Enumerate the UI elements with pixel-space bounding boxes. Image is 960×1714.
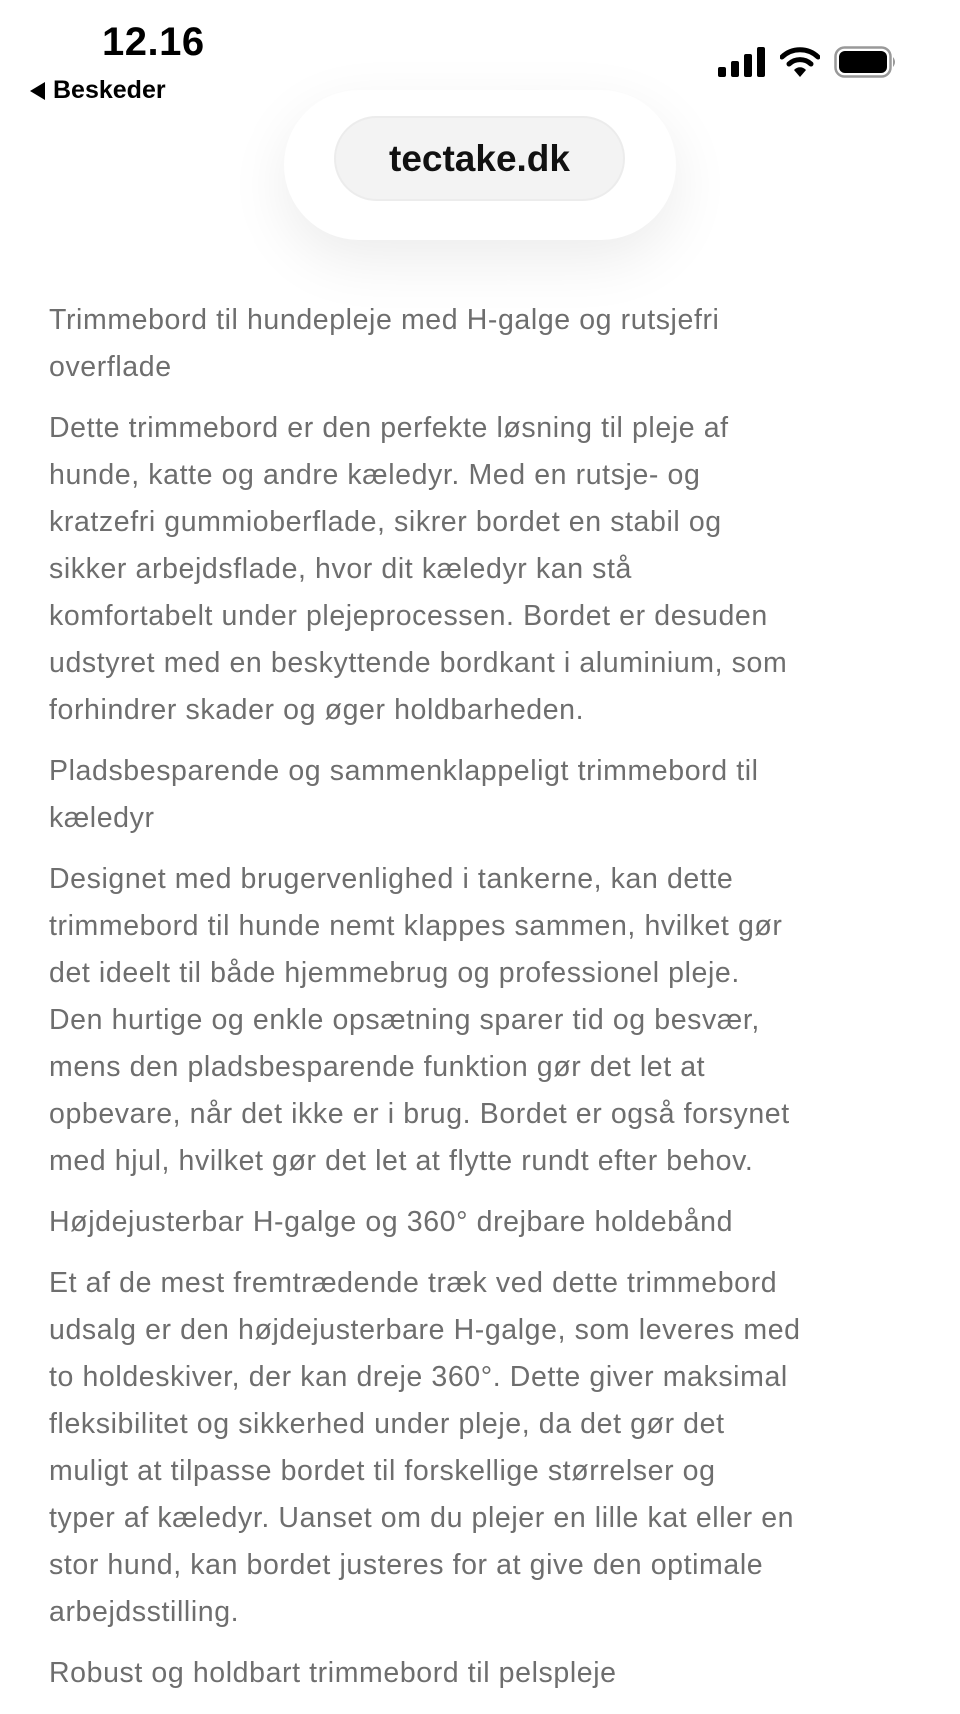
text-line: udsalg er den højdejusterbare H-galge, som leveres med xyxy=(49,1314,801,1346)
back-arrow-icon xyxy=(30,82,45,100)
text-line: kratzefri gummioberflade, sikrer bordet en stabil og xyxy=(49,506,722,538)
text-line: Trimmebord til hundepleje med H-galge og rutsjefri xyxy=(49,304,720,336)
section-heading xyxy=(49,1650,929,1697)
text-line: Den hurtige og enkle opsætning sparer tid og besvær, xyxy=(49,1004,760,1036)
back-to-messages-button[interactable] xyxy=(30,76,166,105)
status-time: 12.16 xyxy=(102,20,205,64)
back-label: Beskeder xyxy=(53,76,166,104)
text-line: komfortabelt under plejeprocessen. Bordet er desuden xyxy=(49,600,768,632)
text-line: overflade xyxy=(49,351,172,383)
text-line: to holdeskiver, der kan dreje 360°. Dette giver maksimal xyxy=(49,1361,788,1393)
text-line: det ideelt til både hjemmebrug og professionel pleje. xyxy=(49,957,740,989)
text-line: Robust og holdbart trimmebord til pelspleje xyxy=(49,1657,617,1689)
address-bar-domain: tectake.dk xyxy=(389,137,570,179)
text-line: hunde, katte og andre kæledyr. Med en rutsje- og xyxy=(49,459,701,491)
text-line: forhindrer skader og øger holdbarheden. xyxy=(49,694,585,726)
cellular-signal-icon xyxy=(718,47,766,77)
text-line: Højdejusterbar H-galge og 360° drejbare holdebånd xyxy=(49,1206,734,1238)
text-line: med hjul, hvilket gør det let at flytte rundt efter behov. xyxy=(49,1145,754,1177)
text-line: Designet med brugervenlighed i tankerne, kan dette xyxy=(49,863,734,895)
text-line: fleksibilitet og sikkerhed under pleje, da det gør det xyxy=(49,1408,725,1440)
text-line: muligt at tilpasse bordet til forskellige størrelser og xyxy=(49,1455,716,1487)
section-paragraph xyxy=(49,405,929,734)
battery-icon xyxy=(834,46,898,78)
text-line: opbevare, når det ikke er i brug. Bordet er også forsynet xyxy=(49,1098,790,1130)
product-description xyxy=(49,297,929,1711)
text-line: Et af de mest fremtrædende træk ved dette trimmebord xyxy=(49,1267,778,1299)
text-line: kæledyr xyxy=(49,802,155,834)
section-paragraph xyxy=(49,1260,929,1636)
section-heading xyxy=(49,297,929,391)
text-line: udstyret med en beskyttende bordkant i aluminium, som xyxy=(49,647,788,679)
text-line: mens den pladsbesparende funktion gør det let at xyxy=(49,1051,706,1083)
section-heading xyxy=(49,1199,929,1246)
text-line: arbejdsstilling. xyxy=(49,1596,240,1628)
section-paragraph xyxy=(49,856,929,1185)
section-heading xyxy=(49,748,929,842)
status-icons xyxy=(718,46,898,78)
text-line: Pladsbesparende og sammenklappeligt trimmebord til xyxy=(49,755,759,787)
text-line: Dette trimmebord er den perfekte løsning til pleje af xyxy=(49,412,729,444)
text-line: typer af kæledyr. Uanset om du plejer en lille kat eller en xyxy=(49,1502,795,1534)
wifi-icon xyxy=(780,47,820,77)
text-line: trimmebord til hunde nemt klappes sammen, hvilket gør xyxy=(49,910,783,942)
text-line: stor hund, kan bordet justeres for at give den optimale xyxy=(49,1549,764,1581)
text-line: sikker arbejdsflade, hvor dit kæledyr kan stå xyxy=(49,553,633,585)
address-bar[interactable] xyxy=(334,116,625,201)
